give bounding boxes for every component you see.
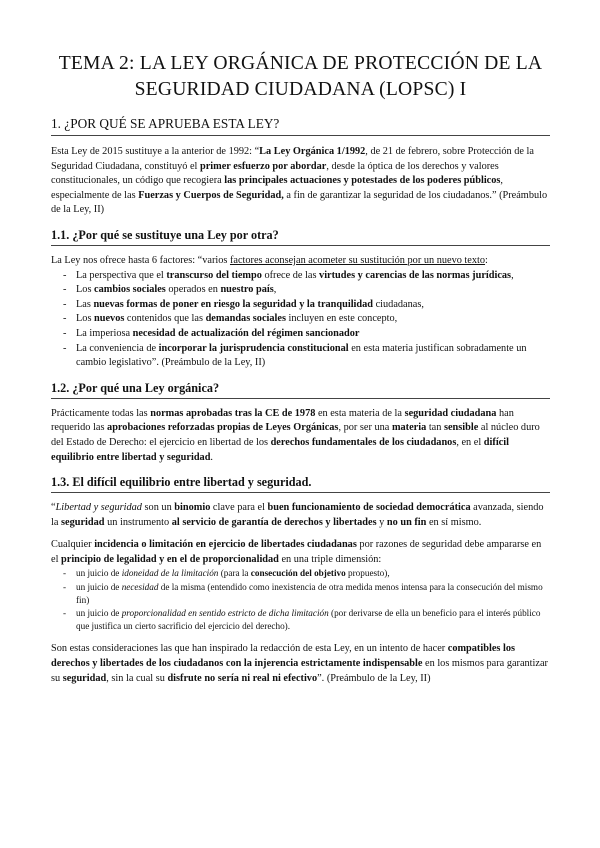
text-run: derechos fundamentales de los ciudadanos — [270, 436, 457, 448]
text-run: por razones de seguridad debe ampararse en el — [51, 539, 542, 565]
section-1-1-intro — [51, 254, 550, 269]
text-run: , — [511, 269, 514, 281]
text-run: Libertad y seguridad — [55, 502, 142, 514]
text-run: necesidad de actualización del régimen sancionador — [132, 327, 360, 339]
list-item — [51, 298, 550, 313]
list-item — [51, 342, 550, 371]
text-run: , de 21 de febrero, sobre Protección de la Seguridad Ciudadana, constituyó el — [51, 146, 534, 172]
text-run: , en el — [456, 436, 484, 448]
text-run: Las — [76, 298, 94, 310]
text-run: al núcleo duro del Estado de Derecho: el ejercicio en libertad de los — [51, 422, 540, 448]
text-run: primer esfuerzo por abordar — [200, 160, 327, 172]
text-run: Prácticamente todas las — [51, 407, 151, 419]
text-run: a fin de garantizar la seguridad de los ciudadanos.” (Preámbulo de la Ley, II) — [51, 189, 548, 216]
text-run: aprobaciones reforzadas propias de Leyes Orgánicas — [107, 422, 339, 434]
list-item — [51, 283, 550, 298]
text-run: Los — [76, 313, 95, 325]
section-1-3-paragraph-1 — [51, 501, 550, 530]
text-run: La Ley Orgánica 1/1992 — [259, 146, 366, 157]
text-run: incluyen en este concepto, — [285, 313, 398, 325]
text-run: incidencia o limitación en ejercicio de libertades ciudadanas — [94, 539, 357, 551]
text-run: de la misma (entendido como inexistencia de otra medida menos intensa para la consecución del mismo fin) — [76, 581, 543, 605]
text-run: nuestro país — [220, 284, 274, 296]
text-run: La conveniencia de — [76, 342, 159, 354]
section-1-3-paragraph-2 — [51, 538, 550, 567]
text-run: en esta materia justifican sobradamente un cambio legislativo”. (Preámbulo de la Ley, II) — [76, 342, 527, 369]
text-run: virtudes y carencias de las normas jurídicas — [319, 269, 512, 281]
text-run: idoneidad de la limitación — [121, 568, 219, 579]
text-run: las principales actuaciones y potestades de los poderes públicos — [224, 175, 501, 187]
section-1-3-paragraph-3 — [51, 642, 550, 686]
text-run: sensible — [443, 422, 479, 434]
section-1-2-heading: 1.2. ¿Por qué una Ley orgánica? — [51, 380, 550, 399]
text-run: Cualquier — [51, 539, 95, 551]
text-run: factores aconsejan acometer su sustitución por un nuevo texto — [229, 254, 486, 266]
text-run: propuesto), — [345, 568, 390, 579]
section-1-heading: 1. ¿POR QUÉ SE APRUEBA ESTA LEY? — [51, 115, 550, 136]
text-run: seguridad ciudadana — [404, 407, 497, 419]
section-1-2-paragraph — [51, 407, 550, 465]
text-run: proporcionalidad en sentido estricto de dicha limitación — [121, 608, 329, 619]
text-run: contenidos que las — [124, 313, 206, 325]
text-run: demandas sociales — [205, 313, 286, 325]
section-1-paragraph — [51, 145, 550, 218]
list-item — [51, 327, 550, 342]
text-run: y — [376, 516, 387, 528]
text-run: buen funcionamiento de sociedad democrática — [267, 502, 471, 514]
list-item — [51, 581, 550, 607]
text-run: binomio — [174, 502, 211, 514]
text-run: “ — [51, 502, 56, 514]
text-run: Son estas consideraciones las que han inspirado la redacción de esta Ley, en un intento de hacer — [51, 643, 448, 655]
text-run: en los mismos para garantizar su — [51, 658, 548, 684]
text-run: ”. (Preámbulo de la Ley, II) — [317, 672, 431, 684]
text-run: avanzada, siendo la — [51, 502, 544, 528]
text-run: . — [210, 451, 213, 463]
text-run: normas aprobadas tras la CE de 1978 — [150, 407, 316, 419]
text-run: transcurso del tiempo — [166, 269, 262, 281]
text-run: La perspectiva que el — [76, 269, 167, 281]
text-run: , especialmente de las — [51, 175, 503, 201]
text-run: en esta materia de la — [315, 407, 405, 419]
text-run: principio de legalidad y en el de proporcionalidad — [61, 553, 279, 565]
text-run: un juicio de — [76, 608, 122, 619]
text-run: han requerido las — [51, 407, 514, 434]
list-item — [51, 607, 550, 633]
text-run: no un fin — [386, 516, 427, 528]
text-run: , — [273, 284, 277, 296]
text-run: materia — [391, 422, 427, 434]
text-run: , por ser una — [338, 422, 392, 434]
text-run: son un — [141, 502, 175, 514]
text-run: operados en — [165, 284, 221, 296]
list-item — [51, 567, 550, 580]
section-1-1-heading: 1.1. ¿Por qué se sustituye una Ley por otra? — [51, 227, 550, 246]
text-run: en una triple dimensión: — [278, 553, 382, 565]
text-run: al servicio de garantía de derechos y libertades — [171, 516, 377, 528]
dimension-list — [51, 567, 550, 633]
text-run: La imperiosa — [76, 327, 133, 339]
text-run: (para la — [218, 568, 251, 579]
text-run: Fuerzas y Cuerpos de Seguridad, — [138, 189, 284, 201]
text-run: necesidad — [121, 581, 159, 592]
text-run: : — [485, 254, 488, 266]
text-run: seguridad — [62, 672, 107, 684]
list-item — [51, 312, 550, 327]
section-1-3-heading: 1.3. El difícil equilibrio entre libertad y seguridad. — [51, 474, 550, 493]
page-title: TEMA 2: LA LEY ORGÁNICA DE PROTECCIÓN DE LA SEGURIDAD CIUDADANA (LOPSC) I — [58, 53, 543, 100]
text-run: Esta Ley de 2015 sustituye a la anterior de 1992: “ — [51, 146, 260, 157]
text-run: ciudadanas, — [373, 298, 424, 310]
text-run: cambios sociales — [94, 284, 166, 296]
factors-list — [51, 269, 550, 371]
text-run: en sí mismo. — [426, 516, 482, 528]
text-run: , desde la óptica de los derechos y valores constitucionales, un código que recogiera — [51, 160, 499, 187]
text-run: disfrute no sería ni real ni efectivo — [167, 672, 318, 684]
text-run: difícil equilibrio entre libertad y seguridad — [51, 436, 509, 463]
text-run: un juicio de — [76, 568, 122, 579]
text-run: un juicio de — [76, 581, 122, 592]
text-run: Los — [76, 284, 95, 296]
text-run: seguridad — [61, 516, 105, 528]
text-run: nuevas formas de poner en riesgo la seguridad y la tranquilidad — [93, 298, 374, 310]
text-run: consecución del objetivo — [250, 568, 346, 579]
text-run: (por derivarse de ella un beneficio para el interés público que justifica un cierto sacrificio del ejercicio del derecho). — [76, 608, 541, 632]
text-run: compatibles los derechos y libertades de los ciudadanos con la injerencia estrictamente indispensable — [51, 643, 515, 670]
text-run: nuevos — [94, 313, 125, 325]
text-run: incorporar la jurisprudencia constitucional — [158, 342, 349, 354]
text-run: tan — [426, 422, 444, 434]
text-run: La Ley nos ofrece hasta 6 factores: “varios — [51, 254, 230, 266]
list-item — [51, 269, 550, 284]
text-run: un instrumento — [104, 516, 172, 528]
text-run: clave para el — [210, 502, 268, 514]
text-run: , sin la cual su — [106, 672, 168, 684]
text-run: ofrece de las — [261, 269, 320, 281]
